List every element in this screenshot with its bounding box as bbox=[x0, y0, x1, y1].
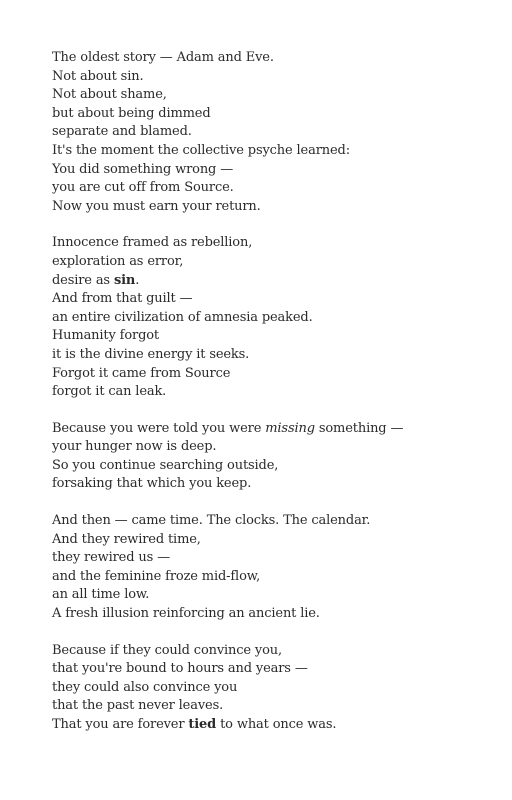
poem-line bbox=[52, 420, 492, 439]
poem-line: they rewired us — bbox=[52, 550, 170, 566]
stanza-5 bbox=[52, 642, 492, 735]
poem-line: You did something wrong — bbox=[52, 161, 234, 177]
poem-line: Because if they could convince you, bbox=[52, 642, 282, 658]
poem-line: And they rewired time, bbox=[52, 531, 201, 547]
poem-line: Now you must earn your return. bbox=[52, 198, 261, 214]
poem-line bbox=[52, 716, 492, 735]
line-text: desire as bbox=[52, 272, 114, 288]
poem-line: A fresh illusion reinforcing an ancient lie. bbox=[52, 606, 320, 622]
poem-line: Not about sin. bbox=[52, 68, 144, 84]
poem-line: forsaking that which you keep. bbox=[52, 476, 252, 492]
poem-line: It's the moment the collective psyche learned: bbox=[52, 142, 350, 158]
poem-line: Innocence framed as rebellion, bbox=[52, 235, 253, 251]
line-text: to what once was. bbox=[216, 717, 337, 732]
line-text: . bbox=[135, 272, 140, 288]
italic-word-missing: missing bbox=[265, 420, 315, 436]
poem-page bbox=[52, 49, 492, 753]
poem-line: an entire civilization of amnesia peaked. bbox=[52, 309, 313, 325]
bold-word-sin: sin bbox=[113, 272, 136, 288]
poem-line: And then — came time. The clocks. The calendar. bbox=[52, 513, 371, 529]
poem-line: Not about shame, bbox=[52, 87, 167, 103]
line-text: That you are forever bbox=[52, 717, 189, 732]
poem-line: you are cut off from Source. bbox=[52, 180, 234, 196]
poem-line: that you're bound to hours and years — bbox=[52, 661, 308, 677]
poem-line: And from that guilt — bbox=[52, 291, 193, 307]
poem-line: that the past never leaves. bbox=[52, 698, 224, 714]
poem-line: exploration as error, bbox=[52, 253, 184, 269]
poem-line: Forgot it came from Source bbox=[52, 365, 231, 381]
poem-line: The oldest story — Adam and Eve. bbox=[52, 50, 274, 65]
poem-line: but about being dimmed bbox=[52, 105, 211, 121]
bold-word-tied: tied bbox=[188, 717, 217, 732]
poem-line: Humanity forgot bbox=[52, 328, 159, 344]
poem-line: So you continue searching outside, bbox=[52, 457, 279, 473]
poem-line: and the feminine froze mid-flow, bbox=[52, 568, 261, 584]
stanza-4 bbox=[52, 512, 492, 624]
stanza-2 bbox=[52, 234, 492, 401]
poem-line: forgot it can leak. bbox=[52, 384, 167, 400]
poem-line bbox=[52, 272, 492, 291]
stanza-1 bbox=[52, 49, 492, 216]
poem-line: separate and blamed. bbox=[52, 124, 192, 140]
line-text: Because you were told you were bbox=[52, 420, 266, 436]
poem-line: it is the divine energy it seeks. bbox=[52, 346, 250, 362]
poem-line: an all time low. bbox=[52, 587, 150, 603]
stanza-3 bbox=[52, 420, 492, 494]
line-text: something — bbox=[314, 420, 404, 436]
poem-line: your hunger now is deep. bbox=[52, 439, 217, 455]
poem-line: they could also convince you bbox=[52, 679, 238, 695]
